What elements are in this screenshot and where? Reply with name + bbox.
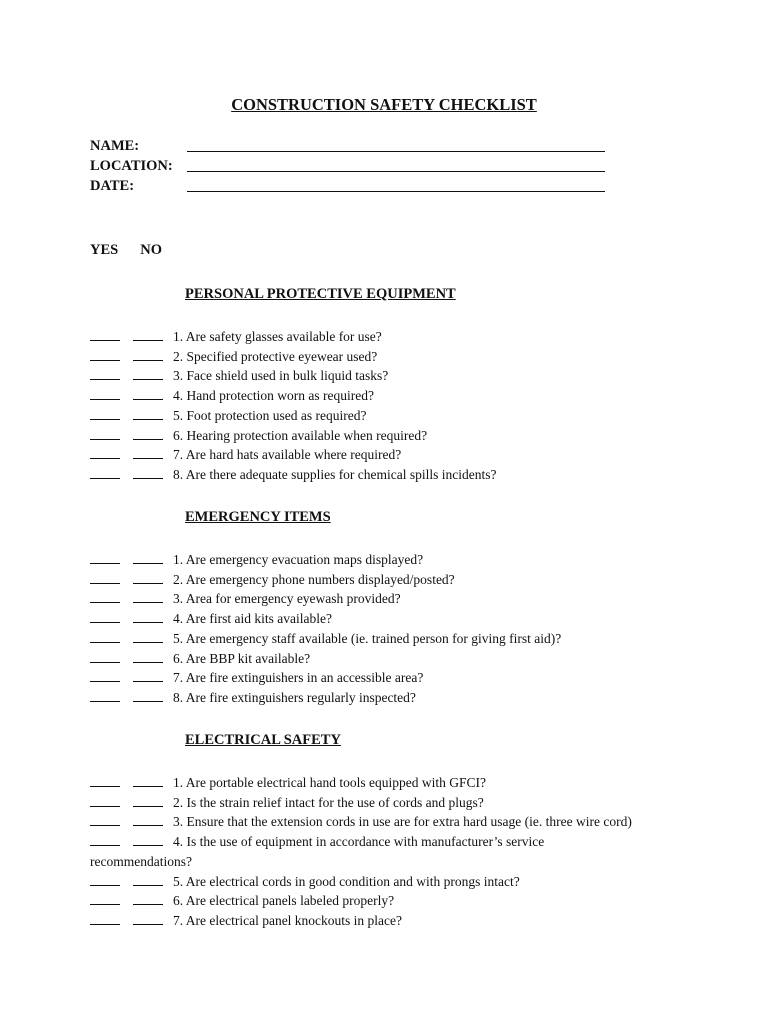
no-blank[interactable] [133,478,163,479]
section-list-ppe [90,327,730,485]
yes-no-header [90,242,162,259]
no-blank[interactable] [133,904,163,905]
item-text: 4. Is the use of equipment in accordance with manufacturer’s service recommendations? [90,834,545,869]
list-item [90,668,730,688]
yes-blank[interactable] [90,622,120,623]
no-blank[interactable] [133,583,163,584]
location-label: LOCATION: [90,158,173,174]
no-blank[interactable] [133,340,163,341]
list-item [90,426,730,446]
yes-blank[interactable] [90,904,120,905]
no-blank[interactable] [133,701,163,702]
no-blank[interactable] [133,602,163,603]
section-title-ppe: PERSONAL PROTECTIVE EQUIPMENT [185,286,456,302]
item-text: 1. Are safety glasses available for use? [173,329,382,344]
item-text: 1. Are emergency evacuation maps displayed? [173,552,424,567]
yes-blank[interactable] [90,602,120,603]
date-field[interactable] [90,178,134,198]
yes-column-label: YES [90,242,119,258]
item-text: 7. Are fire extinguishers in an accessible area? [173,670,424,686]
yes-blank[interactable] [90,786,120,787]
yes-blank[interactable] [90,924,120,925]
section-list-electrical [90,773,730,931]
list-item [90,911,730,931]
no-blank[interactable] [133,845,163,846]
item-text: 7. Are hard hats available where required? [173,447,402,463]
no-blank[interactable] [133,642,163,643]
item-text: 5. Foot protection used as required? [173,407,367,423]
no-blank[interactable] [133,419,163,420]
item-text: 3. Ensure that the extension cords in use are for extra hard usage (ie. three wire cord) [173,814,632,830]
yes-blank[interactable] [90,642,120,643]
list-item [90,629,730,649]
list-item [90,688,730,708]
name-field[interactable] [90,138,139,158]
no-blank[interactable] [133,360,163,361]
section-title-emergency: EMERGENCY ITEMS [185,509,331,525]
no-blank[interactable] [133,924,163,925]
yes-blank[interactable] [90,885,120,886]
item-text: 3. Area for emergency eyewash provided? [173,591,401,607]
list-item [90,386,730,406]
no-blank[interactable] [133,786,163,787]
yes-blank[interactable] [90,360,120,361]
list-item [90,891,730,911]
no-blank[interactable] [133,681,163,682]
list-item [90,649,730,669]
item-text: 2. Specified protective eyewear used? [173,348,378,364]
list-item [90,773,730,793]
yes-blank[interactable] [90,583,120,584]
item-text: 1. Are portable electrical hand tools equipped with GFCI? [173,775,487,790]
no-blank[interactable] [133,622,163,623]
no-blank[interactable] [133,563,163,564]
no-blank[interactable] [133,399,163,400]
list-item [90,832,610,871]
item-text: 6. Hearing protection available when required? [173,427,428,443]
list-item [90,327,730,347]
list-item [90,366,730,386]
item-text: 8. Are fire extinguishers regularly inspected? [173,689,416,705]
no-blank[interactable] [133,825,163,826]
no-column-label: NO [140,242,162,258]
list-item [90,793,730,813]
list-item [90,570,730,590]
list-item [90,609,730,629]
name-blank-line[interactable] [187,151,605,152]
item-text: 8. Are there adequate supplies for chemical spills incidents? [173,466,497,482]
no-blank[interactable] [133,806,163,807]
document-title: CONSTRUCTION SAFETY CHECKLIST [231,95,537,114]
yes-blank[interactable] [90,701,120,702]
no-blank[interactable] [133,885,163,886]
no-blank[interactable] [133,458,163,459]
list-item [90,406,730,426]
list-item [90,589,730,609]
yes-blank[interactable] [90,458,120,459]
name-label: NAME: [90,138,140,154]
list-item [90,465,730,485]
item-text: 5. Are emergency staff available (ie. trained person for giving first aid)? [173,630,562,646]
date-label: DATE: [90,178,135,194]
item-text: 2. Are emergency phone numbers displayed/posted? [173,571,455,587]
no-blank[interactable] [133,439,163,440]
list-item [90,347,730,367]
yes-blank[interactable] [90,681,120,682]
item-text: 4. Hand protection worn as required? [173,388,374,404]
item-text: 6. Are electrical panels labeled properly? [173,893,395,909]
yes-blank[interactable] [90,340,120,341]
list-item [90,872,730,892]
list-item [90,550,730,570]
item-text: 5. Are electrical cords in good condition and with prongs intact? [173,873,520,889]
yes-blank[interactable] [90,845,120,846]
section-list-emergency [90,550,730,708]
yes-blank[interactable] [90,439,120,440]
item-text: 6. Are BBP kit available? [173,650,311,666]
date-blank-line[interactable] [187,191,605,192]
no-blank[interactable] [133,662,163,663]
no-blank[interactable] [133,379,163,380]
yes-blank[interactable] [90,806,120,807]
yes-blank[interactable] [90,419,120,420]
item-text: 7. Are electrical panel knockouts in place? [173,912,403,928]
list-item [90,445,730,465]
location-field[interactable] [90,158,173,178]
item-text: 3. Face shield used in bulk liquid tasks? [173,368,389,384]
yes-blank[interactable] [90,662,120,663]
item-text: 2. Is the strain relief intact for the use of cords and plugs? [173,794,484,810]
yes-blank[interactable] [90,478,120,479]
yes-blank[interactable] [90,399,120,400]
yes-blank[interactable] [90,563,120,564]
yes-blank[interactable] [90,379,120,380]
yes-blank[interactable] [90,825,120,826]
location-blank-line[interactable] [187,171,605,172]
section-title-electrical: ELECTRICAL SAFETY [185,732,341,748]
list-item [90,812,730,832]
item-text: 4. Are first aid kits available? [173,611,332,627]
